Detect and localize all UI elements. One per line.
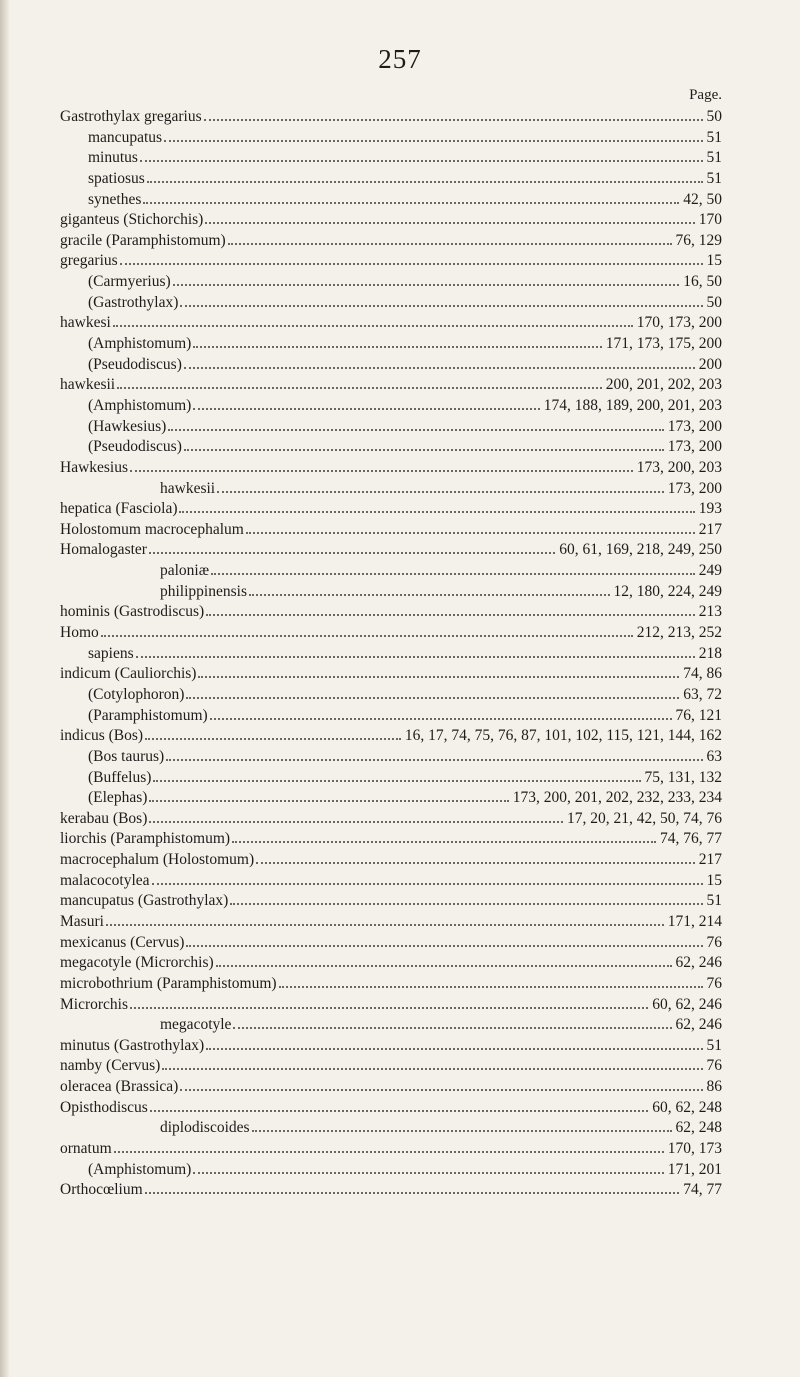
dot-leader [206, 1048, 702, 1050]
dot-leader [249, 594, 610, 596]
index-term: gracile (Paramphistomum) [60, 231, 226, 249]
index-term: (Amphistomum) [88, 396, 192, 414]
index-pages: 63 [706, 747, 722, 765]
index-entry [60, 789, 722, 810]
index-term: gregarius [60, 252, 118, 270]
index-entry [60, 335, 722, 356]
index-pages: 74, 86 [683, 665, 722, 683]
dot-leader [113, 325, 633, 327]
dot-leader [193, 1172, 663, 1174]
index-term: spatiosus [88, 169, 145, 187]
index-entry [60, 583, 722, 604]
index-term: ornatum [60, 1140, 112, 1158]
dot-leader [149, 800, 508, 802]
index-term: mancupatus (Gastrothylax) [60, 892, 229, 910]
dot-leader [246, 532, 695, 534]
index-entry [60, 397, 722, 418]
index-term: malacocotylea [60, 871, 150, 889]
dot-leader [186, 945, 702, 947]
index-term: macrocephalum (Holostomum) [60, 851, 255, 869]
index-entry [60, 149, 722, 170]
index-entry [60, 975, 722, 996]
index-entry [60, 170, 722, 191]
index-term: (Gastrothylax) [88, 293, 179, 311]
index-term: synethes [88, 190, 142, 208]
index-pages: 74, 76, 77 [660, 830, 722, 848]
index-entry [60, 1057, 722, 1078]
index-pages: 63, 72 [683, 685, 722, 703]
index-term: hawkesi [60, 314, 111, 332]
dot-leader [180, 305, 702, 307]
dot-leader [256, 862, 695, 864]
index-pages: 15 [706, 871, 722, 889]
dot-leader [114, 1151, 664, 1153]
dot-leader [101, 635, 633, 637]
index-term: giganteus (Stichorchis) [60, 211, 204, 229]
index-term: hawkesii [160, 479, 216, 497]
dot-leader [149, 552, 555, 554]
index-entry [60, 562, 722, 583]
dot-leader [180, 1089, 702, 1091]
index-term: (Paramphistomum) [88, 706, 208, 724]
index-entry [60, 480, 722, 501]
index-term: (Elephas) [88, 789, 148, 807]
dot-leader [162, 1068, 702, 1070]
index-pages: 249 [698, 562, 722, 580]
index-pages: 76, 121 [675, 706, 722, 724]
index-pages: 16, 50 [683, 273, 722, 291]
index-term: minutus (Gastrothylax) [60, 1036, 205, 1054]
index-entry [60, 273, 722, 294]
dot-leader [106, 924, 664, 926]
index-pages: 193 [698, 500, 722, 518]
dot-leader [143, 202, 679, 204]
index-term: hominis (Gastrodiscus) [60, 603, 205, 621]
index-entry [60, 769, 722, 790]
index-pages: 170, 173, 200 [636, 314, 722, 332]
index-entry [60, 129, 722, 150]
index-pages: 213 [698, 603, 722, 621]
index-pages: 51 [706, 149, 722, 167]
index-entry [60, 1078, 722, 1099]
index-term: indicus (Bos) [60, 727, 144, 745]
index-term: Gastrothylax gregarius [60, 108, 202, 125]
index-pages: 51 [706, 1036, 722, 1054]
index-term: sapiens [88, 644, 134, 662]
index-pages: 42, 50 [683, 190, 722, 208]
index-entry [60, 500, 722, 521]
index-entry [60, 459, 722, 480]
dot-leader [232, 841, 656, 843]
index-entry [60, 872, 722, 893]
index-entry [60, 521, 722, 542]
index-pages: 171, 201 [667, 1160, 722, 1178]
index-pages: 75, 131, 132 [644, 768, 722, 786]
index-pages: 173, 200 [667, 417, 722, 435]
index-term: indicum (Cauliorchis) [60, 665, 197, 683]
index-term: oleracea (Brassica) [60, 1078, 179, 1096]
index-pages: 218 [698, 644, 722, 662]
index-term: Homalogaster [60, 541, 147, 559]
index-pages: 60, 61, 169, 218, 249, 250 [559, 541, 722, 559]
index-pages: 200 [698, 355, 722, 373]
index-entry [60, 830, 722, 851]
index-pages: 76, 129 [675, 231, 722, 249]
index-term: hepatica (Fasciola) [60, 500, 178, 518]
index-term: Opisthodiscus [60, 1098, 148, 1116]
index-term: namby (Cervus) [60, 1057, 161, 1075]
index-list [60, 108, 722, 1202]
index-entry [60, 727, 722, 748]
dot-leader [184, 449, 664, 451]
index-pages: 51 [706, 892, 722, 910]
index-pages: 76 [706, 1057, 722, 1075]
page-column-heading: Page. [689, 87, 722, 103]
index-entry [60, 603, 722, 624]
index-entry [60, 252, 722, 273]
index-pages: 62, 246 [675, 954, 722, 972]
dot-leader [233, 1027, 671, 1029]
index-term: philippinensis [160, 582, 247, 600]
index-term: (Bos taurus) [88, 747, 165, 765]
index-term: minutus [88, 149, 138, 167]
dot-leader [130, 1007, 648, 1009]
index-pages: 170, 173 [667, 1140, 722, 1158]
index-term: paloniæ [160, 562, 210, 580]
index-pages: 51 [706, 128, 722, 146]
dot-leader [186, 697, 679, 699]
index-term: diplodiscoides [160, 1119, 250, 1137]
index-pages: 62, 246 [675, 1016, 722, 1034]
dot-leader [210, 718, 672, 720]
dot-leader [149, 821, 563, 823]
index-entry [60, 1037, 722, 1058]
index-term: megacotyle (Microrchis) [60, 954, 214, 972]
dot-leader [198, 676, 679, 678]
index-term: (Hawkesius) [88, 417, 167, 435]
index-entry [60, 665, 722, 686]
dot-leader [193, 408, 539, 410]
index-entry [60, 1181, 722, 1202]
index-pages: 62, 248 [675, 1119, 722, 1137]
index-term: (Cotylophoron) [88, 685, 185, 703]
index-pages: 212, 213, 252 [636, 624, 722, 642]
index-pages: 60, 62, 246 [652, 995, 722, 1013]
index-entry [60, 913, 722, 934]
dot-leader [179, 511, 694, 513]
dot-leader [217, 491, 664, 493]
dot-leader [147, 181, 703, 183]
index-term: (Buffelus) [88, 768, 152, 786]
dot-leader [228, 243, 672, 245]
index-entry [60, 954, 722, 975]
index-term: mancupatus [88, 128, 163, 146]
index-pages: 12, 180, 224, 249 [613, 582, 722, 600]
dot-leader [206, 614, 695, 616]
index-term: Homo [60, 624, 99, 642]
dot-leader [211, 573, 695, 575]
index-term: mexicanus (Cervus) [60, 933, 185, 951]
index-entry [60, 438, 722, 459]
page-number: 257 [378, 44, 422, 74]
index-term: (Pseudodiscus) [88, 438, 182, 456]
index-entry [60, 892, 722, 913]
index-entry [60, 707, 722, 728]
index-entry [60, 996, 722, 1017]
index-pages: 15 [706, 252, 722, 270]
index-pages: 173, 200 [667, 438, 722, 456]
index-entry [60, 1099, 722, 1120]
index-term: (Amphistomum) [88, 1160, 192, 1178]
index-pages: 16, 17, 74, 75, 76, 87, 101, 102, 115, 121, 144, 162 [404, 727, 722, 745]
index-pages: 174, 188, 189, 200, 201, 203 [543, 396, 722, 414]
index-entry [60, 1119, 722, 1140]
index-pages: 217 [698, 520, 722, 538]
index-pages: 173, 200 [667, 479, 722, 497]
dot-leader [193, 346, 601, 348]
index-pages: 76 [706, 974, 722, 992]
index-entry [60, 934, 722, 955]
index-pages: 17, 20, 21, 42, 50, 74, 76 [567, 809, 722, 827]
page-edge-shadow [0, 0, 10, 1377]
index-pages: 76 [706, 933, 722, 951]
index-entry [60, 356, 722, 377]
dot-leader [164, 140, 702, 142]
dot-leader [136, 656, 695, 658]
dot-leader [130, 470, 633, 472]
index-entry [60, 748, 722, 769]
dot-leader [204, 119, 703, 121]
index-pages: 50 [706, 293, 722, 311]
dot-leader [173, 284, 680, 286]
index-pages: 171, 214 [667, 912, 722, 930]
dot-leader [168, 429, 663, 431]
index-pages: 50 [706, 108, 722, 125]
index-pages: 171, 173, 175, 200 [605, 335, 722, 353]
index-entry [60, 686, 722, 707]
index-entry [60, 314, 722, 335]
index-pages: 200, 201, 202, 203 [605, 376, 722, 394]
index-term: Orthocœlium [60, 1181, 143, 1199]
index-entry [60, 1161, 722, 1182]
index-entry [60, 624, 722, 645]
index-entry [60, 232, 722, 253]
index-pages: 74, 77 [683, 1181, 722, 1199]
index-term: microbothrium (Paramphistomum) [60, 974, 277, 992]
index-term: liorchis (Paramphistomum) [60, 830, 231, 848]
index-pages: 86 [706, 1078, 722, 1096]
dot-leader [153, 780, 640, 782]
index-entry [60, 1140, 722, 1161]
index-entry [60, 851, 722, 872]
index-pages: 51 [706, 169, 722, 187]
dot-leader [117, 387, 602, 389]
index-pages: 217 [698, 851, 722, 869]
index-entry [60, 108, 722, 129]
index-pages: 173, 200, 203 [636, 458, 722, 476]
dot-leader [120, 263, 703, 265]
index-term: Holostomum macrocephalum [60, 520, 244, 538]
index-term: Hawkesius [60, 458, 129, 476]
index-term: Microrchis [60, 995, 129, 1013]
index-term: (Amphistomum) [88, 335, 192, 353]
index-entry [60, 211, 722, 232]
index-term: megacotyle [160, 1016, 232, 1034]
dot-leader [252, 1130, 672, 1132]
index-pages: 60, 62, 248 [652, 1098, 722, 1116]
index-term: (Pseudodiscus) [88, 355, 182, 373]
dot-leader [230, 903, 702, 905]
index-term: kerabau (Bos) [60, 809, 148, 827]
dot-leader [152, 883, 703, 885]
index-entry [60, 191, 722, 212]
dot-leader [216, 965, 672, 967]
index-entry [60, 294, 722, 315]
index-entry [60, 418, 722, 439]
index-term: Masuri [60, 912, 104, 930]
index-entry [60, 645, 722, 666]
index-entry [60, 810, 722, 831]
dot-leader [150, 1110, 648, 1112]
dot-leader [145, 1192, 680, 1194]
index-term: (Carmyerius) [88, 273, 171, 291]
index-pages: 173, 200, 201, 202, 232, 233, 234 [512, 789, 722, 807]
dot-leader [166, 759, 702, 761]
index-entry [60, 376, 722, 397]
dot-leader [279, 986, 703, 988]
dot-leader [184, 367, 695, 369]
index-pages: 170 [698, 211, 722, 229]
dot-leader [145, 738, 401, 740]
index-entry [60, 1016, 722, 1037]
index-entry [60, 541, 722, 562]
dot-leader [140, 160, 703, 162]
index-term: hawkesii [60, 376, 116, 394]
dot-leader [205, 222, 694, 224]
